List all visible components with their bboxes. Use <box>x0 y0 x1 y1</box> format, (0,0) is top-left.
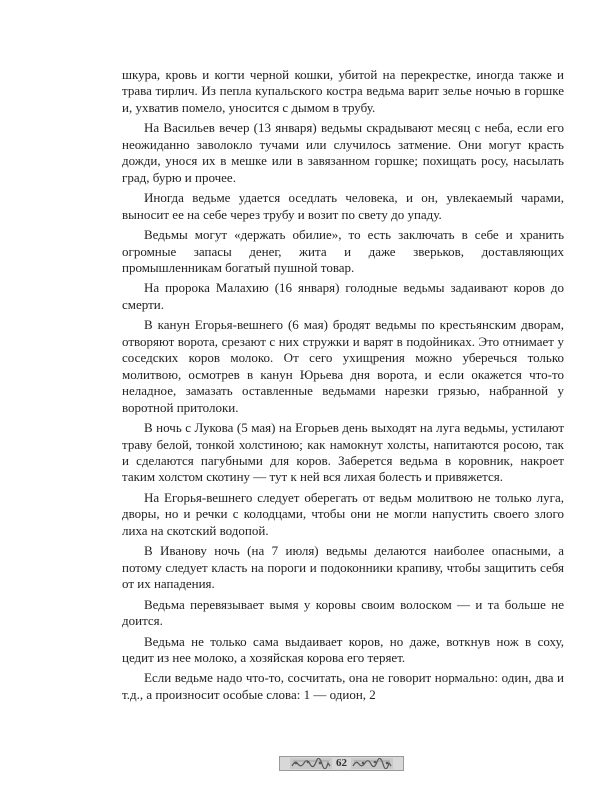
paragraph-4: Ведьмы могут «держать обилие», то есть заключать в себе и хранить огромные запасы денег, жита и даже зверьков, доставляющих промышленникам богатый пушной товар. <box>122 227 564 275</box>
paragraph-11: Ведьма не только сама выдаивает коров, но даже, воткнув нож в соху, цедит из нее молоко, а хозяйская корова его теряет. <box>122 633 564 665</box>
paragraph-9: В Иванову ночь (на 7 июля) ведьмы делаются наиболее опасными, а потому следует класть на пороги и подоконники крапиву, чтобы защитить себя от их нападения. <box>122 543 564 592</box>
body-text <box>122 67 564 707</box>
paragraph-1: шкура, кровь и когти черной кошки, убитой на перекрестке, иногда также и трава тирлич. Из пепла купальского костра ведьма варит зелье ночью в горшке и, ухватив помело, уносится с дымом в трубу. <box>122 67 564 115</box>
paragraph-7: В ночь с Лукова (5 мая) на Егорьев день выходят на луга ведьмы, устилают траву белой, тонкой холстиною; как намокнут холсты, напитаются росою, так и сделаются пагубными для коров. Заберется ведьма в коровник, накроет таким холстом скотину — тут к ней вся лихая болесть и привяжется. <box>122 420 564 485</box>
page-number: 62 <box>336 757 347 769</box>
page-footer <box>279 756 404 771</box>
paragraph-2: На Васильев вечер (13 января) ведьмы скрадывают месяц с неба, если его неожиданно заволокло тучами или случилось затмение. Они могут красть дожди, унося их в мешке или в завязанном горшке; похищать росу, насылать град, бурю и прочее. <box>122 120 564 185</box>
paragraph-3: Иногда ведьме удается оседлать человека, и он, увлекаемый чарами, выносит ее на себе через трубу и возит по свету до упаду. <box>122 190 564 222</box>
paragraph-10: Ведьма перевязывает вымя у коровы своим волоском — и та больше не доится. <box>122 596 564 629</box>
paragraph-12: Если ведьме надо что-то, сосчитать, она не говорит нормально: один, два и т.д., а произносит особые слова: 1 — одион, 2 <box>122 670 564 702</box>
paragraph-6: В канун Егорья-вешнего (6 мая) бродят ведьмы по крестьянским дворам, отворяют ворота, срезают с них стружки и варят в подойниках. Это отнимает у соседских коров молоко. От сего ухищрения можно уберечься только молитвою, осмотрев в канун Юрьева дня ворота, и если окажется что-то неладное, замазать оставленные ведьмами нарезки грязью, набранной у воротной притолоки. <box>122 317 564 415</box>
right-ornament-icon <box>351 758 393 769</box>
paragraph-8: На Егорья-вешнего следует оберегать от ведьм молитвою не только луга, дворы, но и речки с колодцами, чтобы они не могли напустить своего злого лиха на скотский водопой. <box>122 489 564 538</box>
left-ornament-icon <box>290 758 332 769</box>
paragraph-5: На пророка Малахию (16 января) голодные ведьмы задаивают коров до смерти. <box>122 280 564 312</box>
